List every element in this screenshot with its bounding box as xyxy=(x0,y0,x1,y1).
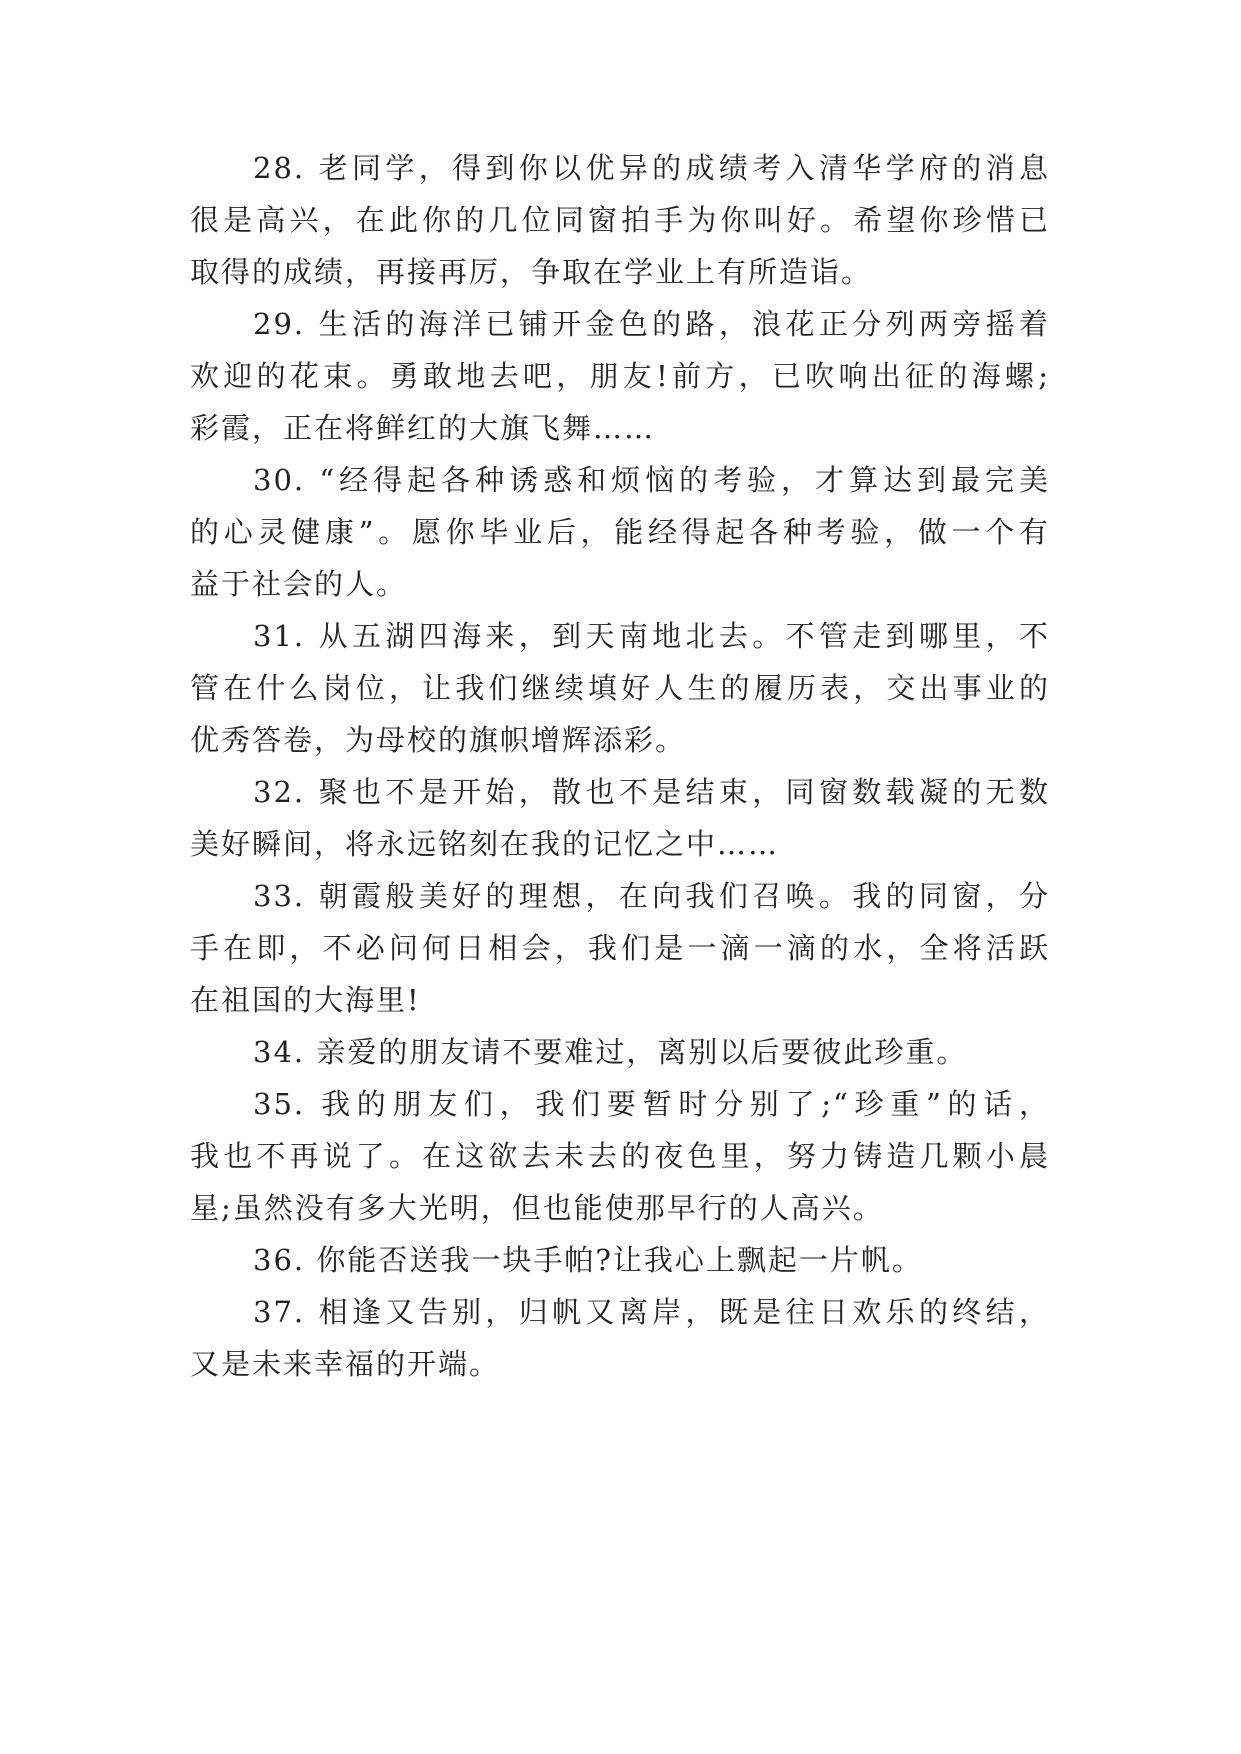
paragraph-line: 34. 亲爱的朋友请不要难过，离别以后要彼此珍重。 xyxy=(253,1035,968,1069)
paragraph-line: 星;虽然没有多大光明，但也能使那早行的人高兴。 xyxy=(190,1191,884,1225)
paragraph-line: 在祖国的大海里! xyxy=(190,983,421,1017)
paragraph-line: 彩霞，正在将鲜红的大旗飞舞…… xyxy=(190,411,656,445)
paragraph-line: 35. 我的朋友们，我们要暂时分别了;“珍重”的话， xyxy=(253,1087,1050,1121)
paragraph-35 xyxy=(190,1078,1050,1234)
paragraph-line: 37. 相逢又告别，归帆又离岸，既是往日欢乐的终结， xyxy=(253,1295,1050,1329)
paragraph-line: 32. 聚也不是开始，散也不是结束，同窗数载凝的无数 xyxy=(253,775,1050,809)
paragraph-line: 取得的成绩，再接再厉，争取在学业上有所造诣。 xyxy=(190,255,873,289)
paragraph-line: 31. 从五湖四海来，到天南地北去。不管走到哪里，不 xyxy=(253,619,1050,653)
paragraph-line: 手在即，不必问何日相会，我们是一滴一滴的水，全将活跃 xyxy=(190,931,1050,965)
paragraph-30 xyxy=(190,454,1050,610)
paragraph-line: 33. 朝霞般美好的理想，在向我们召唤。我的同窗，分 xyxy=(253,879,1050,913)
paragraph-34 xyxy=(190,1026,1050,1078)
paragraph-line: 又是未来幸福的开端。 xyxy=(190,1347,501,1381)
paragraph-line: 我也不再说了。在这欲去未去的夜色里，努力铸造几颗小晨 xyxy=(190,1139,1050,1173)
paragraph-31 xyxy=(190,610,1050,766)
paragraph-line: 28. 老同学，得到你以优异的成绩考入清华学府的消息 xyxy=(253,151,1050,185)
paragraph-33 xyxy=(190,870,1050,1026)
paragraph-28 xyxy=(190,142,1050,298)
paragraph-line: 36. 你能否送我一块手帕?让我心上飘起一片帆。 xyxy=(253,1243,923,1277)
paragraph-line: 30. “经得起各种诱惑和烦恼的考验，才算达到最完美 xyxy=(253,463,1050,497)
paragraph-line: 欢迎的花束。勇敢地去吧，朋友!前方，已吹响出征的海螺; xyxy=(190,359,1050,393)
paragraph-line: 很是高兴，在此你的几位同窗拍手为你叫好。希望你珍惜已 xyxy=(190,203,1050,237)
paragraph-line: 29. 生活的海洋已铺开金色的路，浪花正分列两旁摇着 xyxy=(253,307,1050,341)
paragraph-line: 优秀答卷，为母校的旗帜增辉添彩。 xyxy=(190,723,687,757)
paragraph-37 xyxy=(190,1286,1050,1390)
document-body xyxy=(190,142,1050,1390)
paragraph-line: 美好瞬间，将永远铭刻在我的记忆之中…… xyxy=(190,827,780,861)
paragraph-line: 的心灵健康”。愿你毕业后，能经得起各种考验，做一个有 xyxy=(190,515,1050,549)
paragraph-line: 管在什么岗位，让我们继续填好人生的履历表，交出事业的 xyxy=(190,671,1050,705)
paragraph-32 xyxy=(190,766,1050,870)
paragraph-29 xyxy=(190,298,1050,454)
paragraph-line: 益于社会的人。 xyxy=(190,567,408,601)
paragraph-36 xyxy=(190,1234,1050,1286)
